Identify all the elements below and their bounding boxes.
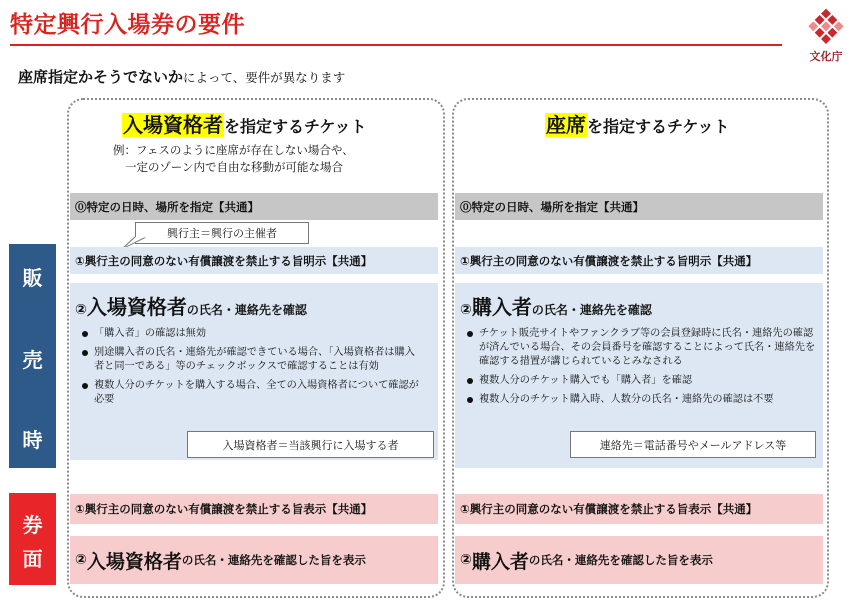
left-ticket2-key: 入場資格者 (86, 550, 182, 573)
side-label-selling-char: 販 (22, 266, 43, 290)
right-heading-rest: を指定するチケット (587, 117, 730, 136)
left-req2-tail: の氏名・連絡先を確認 (186, 303, 307, 317)
left-column-heading (122, 109, 367, 138)
right-requirement-1: ①興行主の同意のない有償譲渡を禁止する旨明示【共通】 (455, 247, 823, 274)
right-bullet-list (465, 327, 820, 412)
left-ticket-requirement-1: ①興行主の同意のない有償譲渡を禁止する旨表示【共通】 (70, 494, 438, 524)
right-ticket2-num: ② (460, 552, 472, 568)
left-heading-rest: を指定するチケット (224, 117, 367, 136)
side-label-ticket (9, 493, 56, 585)
left-requirement-0: ⓪特定の日時、場所を指定【共通】 (70, 193, 438, 220)
right-req2-heading (460, 291, 652, 320)
right-ticket-requirement-1: ①興行主の同意のない有償譲渡を禁止する旨表示【共通】 (455, 494, 823, 524)
right-ticket2-key: 購入者 (471, 550, 529, 573)
list-item: 複数人分のチケット購入時、人数分の氏名・連絡先の確認は不要 (465, 393, 820, 407)
page-title: 特定興行入場券の要件 (10, 12, 245, 38)
left-example-line-1: 例：フェスのように座席が存在しない場合や、 (113, 143, 354, 157)
list-item: 複数人分のチケット購入でも「購入者」を確認 (465, 374, 820, 388)
subtitle-rest: によって、要件が異なります (183, 70, 346, 85)
left-ticket2-tail: の氏名・連絡先を確認した旨を表示 (181, 553, 366, 567)
title-underline (10, 44, 782, 46)
right-ticket-requirement-2 (455, 536, 823, 584)
side-label-selling-char: 時 (22, 428, 43, 452)
right-req2-key: 購入者 (471, 295, 532, 319)
subtitle-bold: 座席指定かそうでないか (18, 68, 184, 86)
left-req2-key: 入場資格者 (86, 295, 187, 319)
side-label-selling-char: 売 (22, 348, 43, 372)
side-label-ticket-char: 券 (22, 513, 43, 537)
right-requirement-0: ⓪特定の日時、場所を指定【共通】 (455, 193, 823, 220)
right-req2-num: ② (460, 302, 472, 318)
left-req2-heading (75, 291, 307, 320)
left-req2-num: ② (75, 302, 87, 318)
agency-logo (800, 8, 852, 64)
list-item: 「購入者」の確認は無効 (80, 327, 425, 341)
entrant-definition-callout: 入場資格者＝当該興行に入場する者 (187, 431, 434, 458)
left-ticket-requirement-2 (70, 536, 438, 584)
side-label-selling (9, 244, 56, 468)
agency-logo-mark-icon (800, 8, 852, 48)
list-item: 別途購入者の氏名・連絡先が確認できている場合、「入場資格者は購入者と同一である」等のチェックボックスで確認することは有効 (80, 346, 425, 374)
left-example-line-2: 一定のゾーン内で自由な移動が可能な場合 (125, 160, 344, 174)
list-item: 複数人分のチケットを購入する場合、全ての入場資格者について確認が必要 (80, 379, 425, 407)
list-item: チケット販売サイトやファンクラブ等の会員登録時に氏名・連絡先の確認が済んでいる場合、その会員番号を確認することによって氏名・連絡先を確認する措置が講じられているとみなされる (465, 327, 820, 369)
right-heading-highlight: 座席 (546, 113, 586, 137)
subtitle (18, 66, 345, 87)
right-req2-tail: の氏名・連絡先を確認 (531, 303, 652, 317)
left-requirement-1: ①興行主の同意のない有償譲渡を禁止する旨明示【共通】 (70, 247, 438, 274)
right-ticket2-tail: の氏名・連絡先を確認した旨を表示 (528, 553, 713, 567)
side-label-ticket-char: 面 (22, 547, 43, 571)
contact-definition-callout: 連絡先＝電話番号やメールアドレス等 (570, 431, 816, 458)
agency-logo-text: 文化庁 (809, 50, 843, 63)
organizer-definition-callout: 興行主＝興行の主催者 (135, 222, 309, 244)
left-heading-highlight: 入場資格者 (123, 113, 223, 137)
right-column-heading (545, 109, 730, 138)
left-bullet-list (80, 327, 425, 412)
left-ticket2-num: ② (75, 552, 87, 568)
